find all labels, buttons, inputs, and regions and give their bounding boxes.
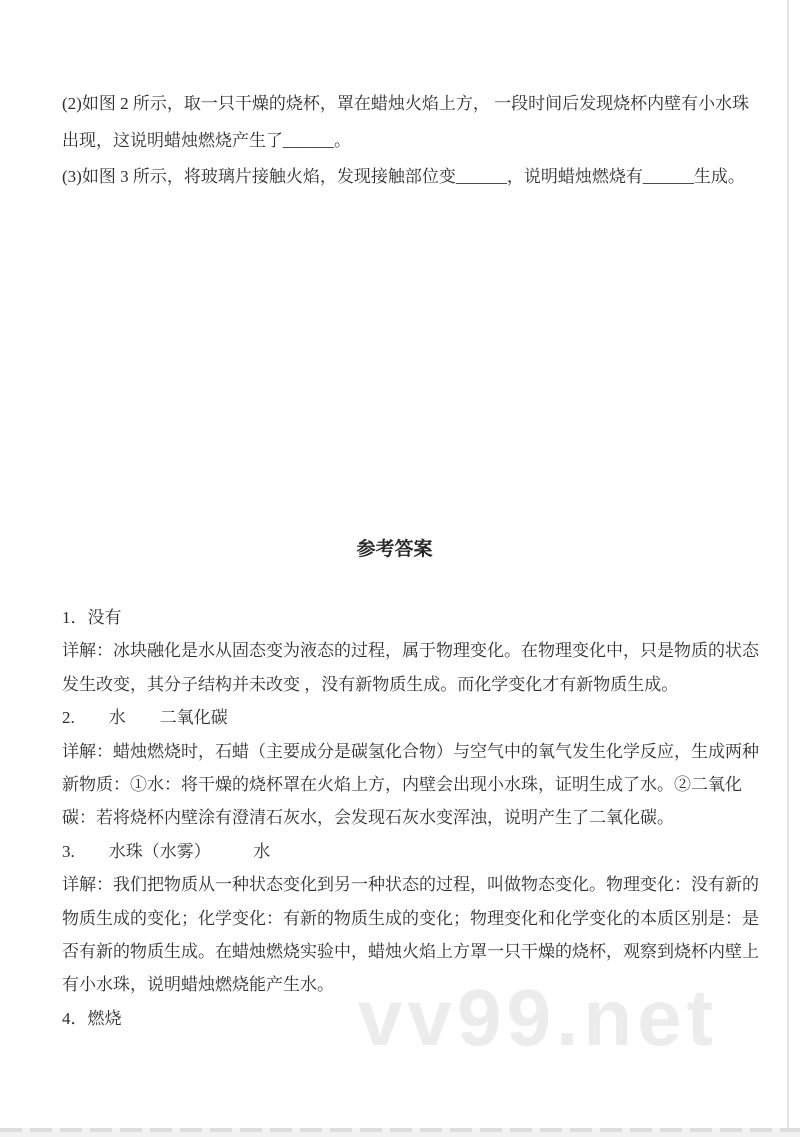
question-3-line-1: (3)如图 3 所示，将玻璃片接触火焰，发现接触部位变______，说明蜡烛燃烧有______生成。	[62, 167, 745, 186]
question-2-line-1: (2)如图 2 所示，取一只干燥的烧杯，罩在蜡烛火焰上方， 一段时间后发现烧杯内壁有小水珠	[62, 94, 750, 113]
answer-2-line: 2. 水 二氧化碳	[62, 708, 228, 728]
answer-3-detail-3: 否有新的物质生成。在蜡烛燃烧实验中，蜡烛火焰上方罩一只干燥的烧杯，观察到烧杯内壁上	[62, 941, 759, 961]
answer-3-detail-2: 物质生成的变化；化学变化：有新的物质生成的变化；物理变化和化学变化的本质区别是：是	[62, 908, 759, 928]
question-section	[62, 86, 749, 196]
answer-1-line: 1．没有	[62, 608, 122, 627]
answer-1-detail-1: 详解：冰块融化是水从固态变为液态的过程，属于物理变化。在物理变化中，只是物质的状态	[62, 641, 759, 661]
answers-section	[62, 601, 759, 1035]
page-right-edge	[787, 0, 789, 1128]
answers-heading: 参考答案	[356, 539, 433, 560]
answer-3-line: 3. 水珠（水雾） 水	[62, 841, 271, 861]
page-break-dashed-line	[0, 1128, 800, 1132]
watermark-text: vv99.net	[358, 973, 719, 1062]
answer-1-detail-2: 发生改变，其分子结构并未改变 ，没有新物质生成。而化学变化才有新物质生成。	[62, 674, 679, 694]
answer-4-line: 4．燃烧	[62, 1008, 122, 1028]
answer-2-detail-2: 新物质：①水：将干燥的烧杯罩在火焰上方，内壁会出现小水珠，证明生成了水。②二氧化	[62, 774, 742, 794]
question-2-line-2: 出现，这说明蜡烛燃烧产生了______。	[62, 130, 351, 150]
answer-3-detail-4: 有小水珠，说明蜡烛燃烧能产生水。	[62, 975, 334, 995]
answer-3-detail-1: 详解：我们把物质从一种状态变化到另一种状态的过程，叫做物态变化。物理变化：没有新的	[62, 875, 759, 895]
answer-2-detail-1: 详解：蜡烛燃烧时，石蜡（主要成分是碳氢化合物）与空气中的氧气发生化学反应，生成两种	[62, 741, 759, 761]
page-break-strip	[0, 1128, 800, 1137]
answer-2-detail-3: 碳：若将烧杯内壁涂有澄清石灰水，会发现石灰水变浑浊，说明产生了二氧化碳。	[62, 808, 674, 828]
